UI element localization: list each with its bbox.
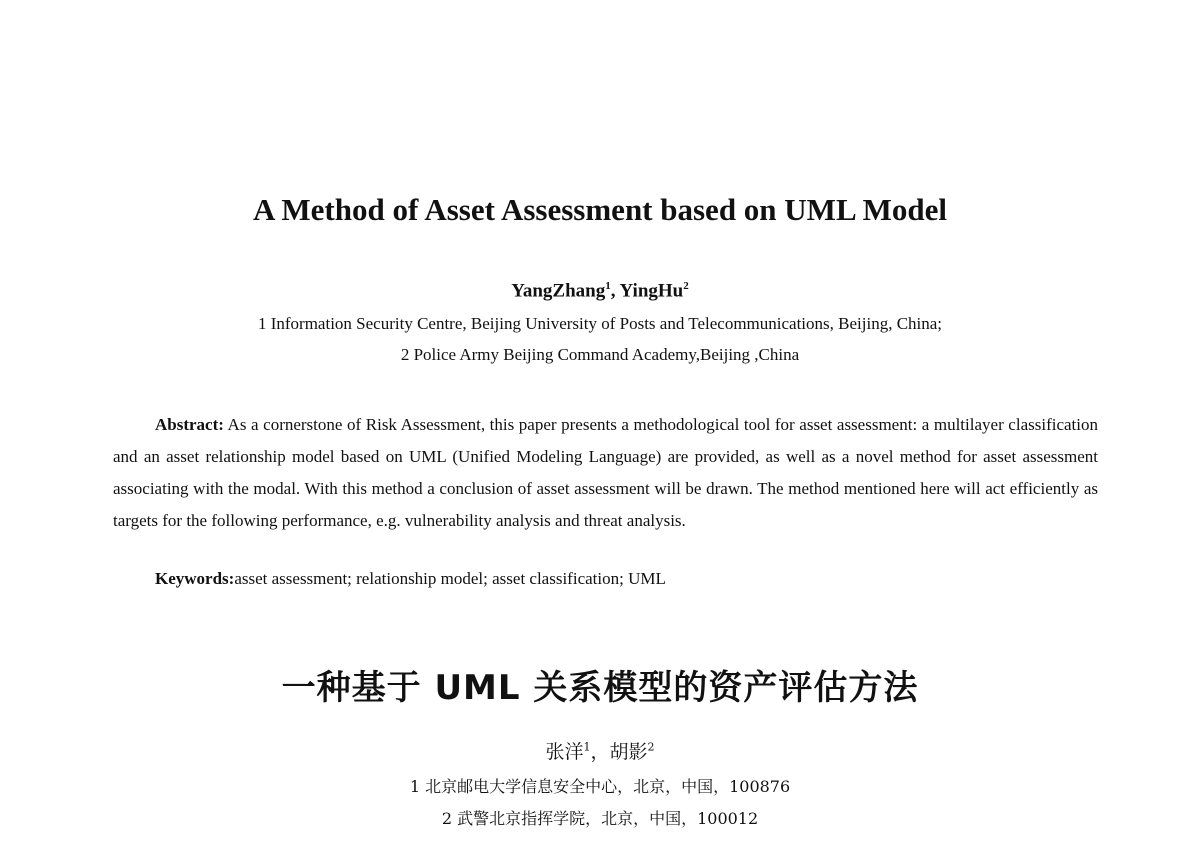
- chinese-author-list: [0, 737, 1200, 764]
- abstract-label: Abstract:: [155, 415, 224, 434]
- affiliation-2: 2 Police Army Beijing Command Academy,Beijing ,China: [400, 345, 800, 364]
- author-affiliation-mark: 1: [605, 280, 611, 292]
- author-name: YingHu: [619, 280, 684, 302]
- chinese-affiliation-2: 2 武警北京指挥学院，北京，中国，100012: [441, 809, 759, 828]
- author-affiliation-mark: 2: [683, 280, 689, 292]
- author-name: YangZhang: [511, 280, 606, 302]
- author-affiliation-mark: 1: [583, 740, 591, 754]
- author-separator: ，: [590, 741, 610, 763]
- author-affiliation-mark: 2: [647, 740, 655, 754]
- abstract: [113, 409, 1098, 537]
- keywords-label: Keywords:: [155, 569, 235, 588]
- author-separator: ,: [610, 280, 620, 302]
- chinese-affiliation-1: 1 北京邮电大学信息安全中心，北京，中国，100876: [409, 777, 791, 796]
- author-name: 张洋: [545, 741, 584, 763]
- keywords: [155, 569, 666, 589]
- keywords-text: asset assessment; relationship model; asset classification; UML: [234, 569, 666, 588]
- paper-title: A Method of Asset Assessment based on UML Model: [252, 192, 948, 227]
- author-name: 胡影: [609, 741, 648, 763]
- author-list: [0, 280, 1200, 302]
- abstract-text: As a cornerstone of Risk Assessment, this paper presents a methodological tool for asset assessment: a multilayer classification and an asset relationship model based on UML (Unified Modeling Language) are provided, as well as a novel method for asset assessment associating with the modal. With this method a conclusion of asset assessment will be drawn. The method mentioned here will act efficiently as targets for the following performance, e.g. vulnerability analysis and threat analysis.: [113, 415, 1098, 530]
- chinese-title: 一种基于 UML 关系模型的资产评估方法: [281, 668, 919, 708]
- affiliation-1: 1 Information Security Centre, Beijing University of Posts and Telecommunications, Beijing, China;: [257, 314, 943, 333]
